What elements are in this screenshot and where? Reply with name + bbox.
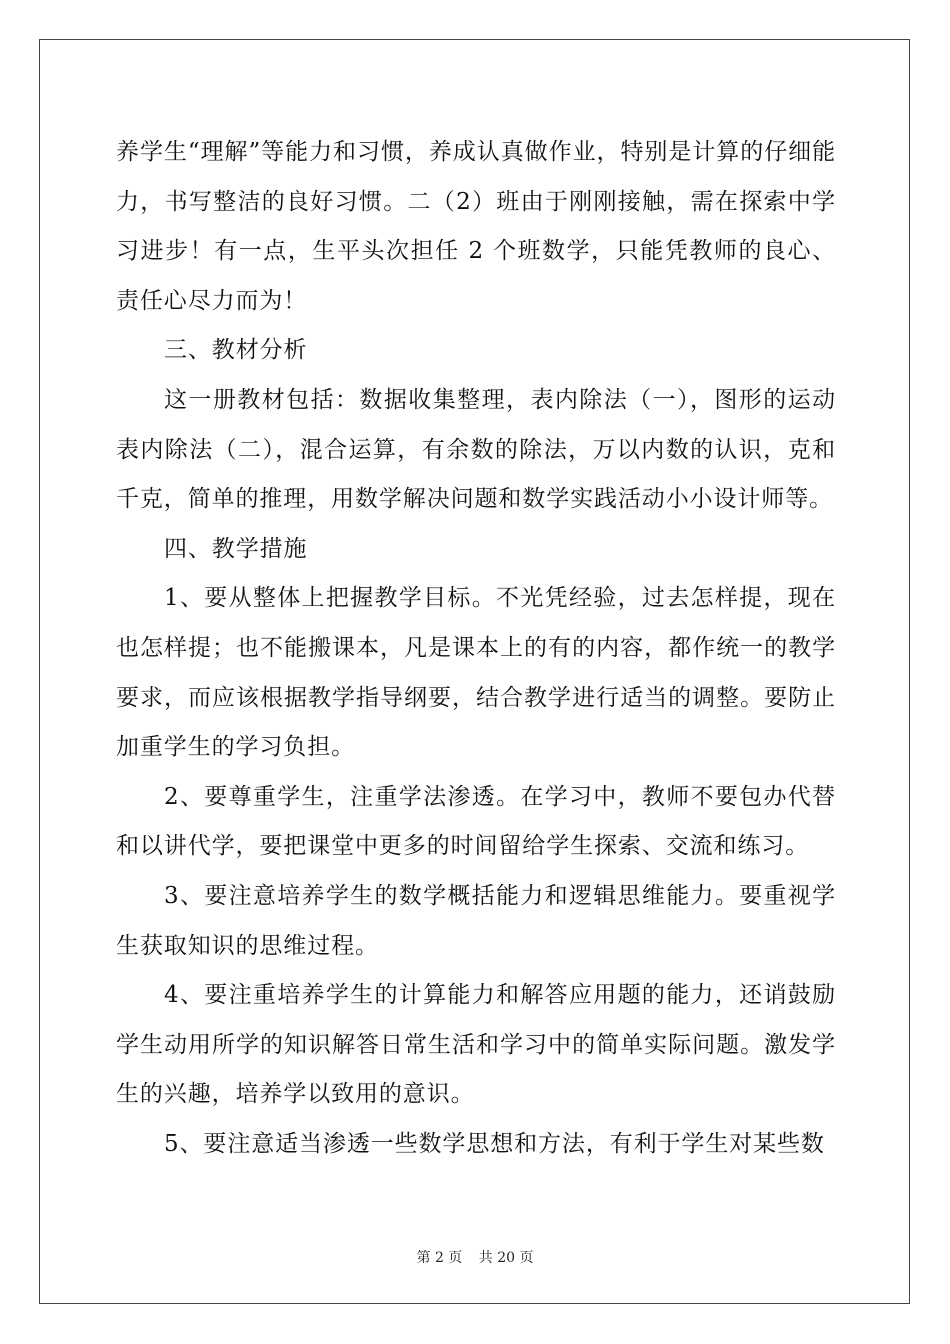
- page-total: 共 20 页: [478, 1250, 534, 1266]
- document-body: [116, 128, 836, 1169]
- paragraph-textbook-contents: 这一册教材包括：数据收集整理，表内除法（一），图形的运动表内除法（二），混合运算，有余数的除法，万以内数的认识，克和千克，简单的推理，用数学解决问题和数学实践活动小小设计师等。: [116, 386, 836, 513]
- section-heading-textbook-analysis: 三、教材分析: [164, 337, 308, 364]
- paragraph-measure-1: 1、要从整体上把握教学目标。不光凭经验，过去怎样提，现在也怎样提；也不能搬课本，凡是课本上的有的内容，都作统一的教学要求，而应该根据教学指导纲要，结合教学进行适当的调整。要防止加重学生的学习负担。: [116, 585, 836, 761]
- page-number: 第 2 页: [416, 1250, 463, 1266]
- paragraph-measure-3: 3、要注意培养学生的数学概括能力和逻辑思维能力。要重视学生获取知识的思维过程。: [116, 882, 836, 959]
- paragraph-measure-2: 2、要尊重学生，注重学法渗透。在学习中，教师不要包办代替和以讲代学，要把课堂中更多的时间留给学生探索、交流和练习。: [116, 783, 836, 860]
- paragraph-measure-5: 5、要注意适当渗透一些数学思想和方法，有利于学生对某些数: [164, 1130, 825, 1157]
- section-heading-teaching-measures: 四、教学措施: [164, 535, 308, 562]
- page-footer: [0, 1247, 950, 1267]
- paragraph-measure-4: 4、要注重培养学生的计算能力和解答应用题的能力，还诮鼓励学生动用所学的知识解答日常生活和学习中的简单实际问题。激发学生的兴趣，培养学以致用的意识。: [116, 982, 836, 1108]
- paragraph-continuation: 养学生“理解”等能力和习惯，养成认真做作业，特别是计算的仔细能力，书写整洁的良好习惯。二（2）班由于刚刚接触，需在探索中学习进步！有一点，生平头次担任 2 个班数学，只能凭教师的良心、责任心尽力而为！: [116, 139, 836, 314]
